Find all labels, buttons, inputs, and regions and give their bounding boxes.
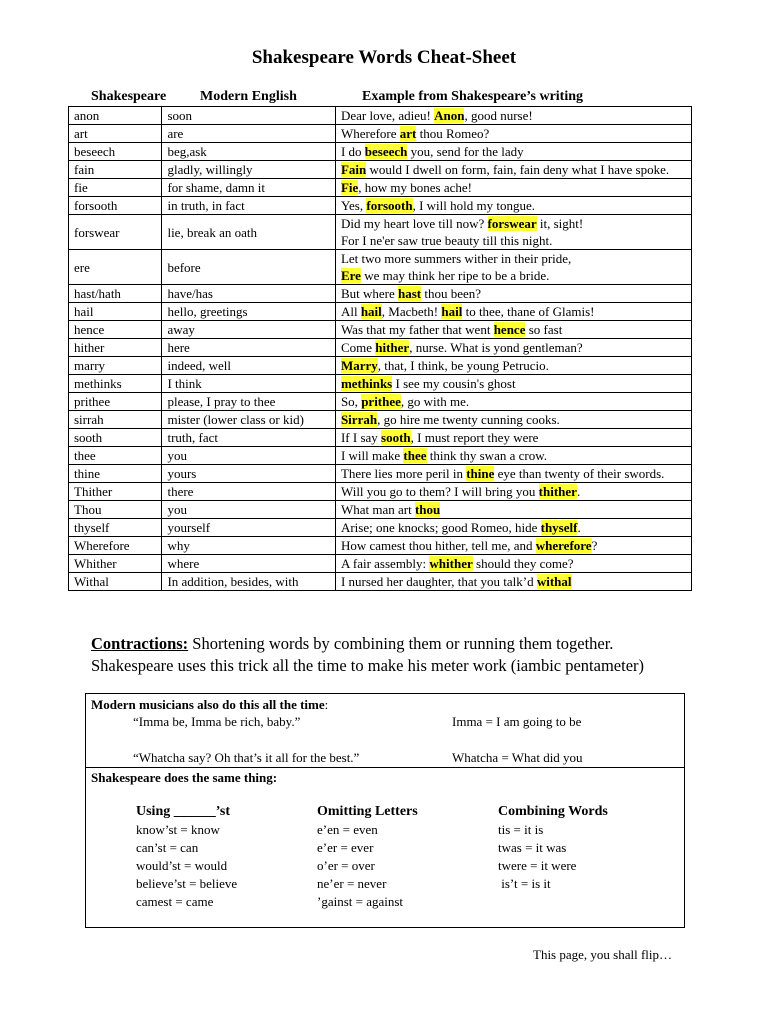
example-text: so fast <box>525 322 563 337</box>
combining-words-item: tis = it is <box>498 822 544 837</box>
modern-meaning: please, I pray to thee <box>162 393 336 411</box>
highlighted-word: Fie <box>340 180 359 195</box>
example-quote <box>335 215 691 250</box>
modern-meaning: yourself <box>162 519 336 537</box>
example-quote <box>335 447 691 465</box>
example-line <box>341 483 686 500</box>
musicians-heading: Modern musicians also do this all the time <box>91 697 325 712</box>
shakespeare-word: Wherefore <box>69 537 162 555</box>
highlighted-word: art <box>399 126 417 141</box>
example-line <box>341 375 686 392</box>
contractions-intro <box>91 633 644 677</box>
vocabulary-table <box>68 106 692 591</box>
highlighted-word: hither <box>375 340 410 355</box>
table-row <box>69 250 692 285</box>
highlighted-word: forswear <box>487 216 537 231</box>
example-text: Was that my father that went <box>340 322 494 337</box>
modern-meaning: where <box>162 555 336 573</box>
music-quote-2: “Whatcha say? Oh that’s it all for the best.” <box>133 750 360 765</box>
shakespeare-word: thee <box>69 447 162 465</box>
example-text: Did my heart love till now? <box>340 216 488 231</box>
shakespeare-word: anon <box>69 107 162 125</box>
shakespeare-word: Whither <box>69 555 162 573</box>
combining-words-item: is’t = is it <box>498 876 551 891</box>
highlighted-word: Sirrah <box>340 412 378 427</box>
example-text: Arise; one knocks; good Romeo, hide <box>340 520 541 535</box>
table-row <box>69 197 692 215</box>
table-row <box>69 375 692 393</box>
example-text: would I dwell on form, fain, fain deny what I have spoke. <box>366 162 670 177</box>
page-title: Shakespeare Words Cheat-Sheet <box>251 47 517 68</box>
highlighted-word: hence <box>493 322 526 337</box>
modern-meaning: In addition, besides, with <box>162 573 336 591</box>
example-text: What man art <box>340 502 415 517</box>
using-st-column <box>136 803 237 911</box>
example-text: eye than twenty of their swords. <box>494 466 665 481</box>
highlighted-word: thyself <box>540 520 578 535</box>
example-line <box>341 250 686 267</box>
contractions-line-1 <box>91 633 644 655</box>
example-text: How camest thou hither, tell me, and <box>340 538 536 553</box>
column-header-shakespeare: Shakespeare <box>91 89 167 104</box>
modern-meaning: in truth, in fact <box>162 197 336 215</box>
example-text: I see my cousin's ghost <box>392 376 516 391</box>
modern-meaning: before <box>162 250 336 285</box>
modern-meaning: away <box>162 321 336 339</box>
example-quote <box>335 411 691 429</box>
example-line <box>341 555 686 572</box>
highlighted-word: beseech <box>364 144 408 159</box>
example-quote <box>335 555 691 573</box>
using-st-item: camest = came <box>136 894 214 909</box>
highlighted-word: thither <box>538 484 577 499</box>
shakespeare-word: thyself <box>69 519 162 537</box>
music-quote-1: “Imma be, Imma be rich, baby.” <box>133 714 301 729</box>
table-row <box>69 411 692 429</box>
example-text: A fair assembly: <box>340 556 430 571</box>
box-divider <box>86 767 684 768</box>
highlighted-word: thee <box>403 448 427 463</box>
modern-meaning: yours <box>162 465 336 483</box>
example-text: Yes, <box>340 198 367 213</box>
table-row <box>69 285 692 303</box>
modern-meaning: mister (lower class or kid) <box>162 411 336 429</box>
footer-flip-note: This page, you shall flip… <box>533 947 673 962</box>
musicians-heading-line <box>91 697 328 713</box>
modern-meaning: have/has <box>162 285 336 303</box>
shakespeare-word: methinks <box>69 375 162 393</box>
shakespeare-word: thine <box>69 465 162 483</box>
using-st-item: can’st = can <box>136 840 199 855</box>
example-line <box>341 447 686 464</box>
example-text: For I ne'er saw true beauty till this night. <box>340 233 553 248</box>
table-row <box>69 519 692 537</box>
modern-meaning: indeed, well <box>162 357 336 375</box>
combining-words-column <box>498 803 608 893</box>
modern-meaning: for shame, damn it <box>162 179 336 197</box>
column-header-example: Example from Shakespeare’s writing <box>362 89 584 104</box>
example-quote <box>335 501 691 519</box>
table-row <box>69 303 692 321</box>
shakespeare-word: marry <box>69 357 162 375</box>
table-row <box>69 483 692 501</box>
table-row <box>69 357 692 375</box>
example-quote <box>335 143 691 161</box>
modern-meaning: soon <box>162 107 336 125</box>
highlighted-word: hail <box>360 304 382 319</box>
example-text: But where <box>340 286 398 301</box>
omitting-letters-item: e’er = ever <box>317 840 374 855</box>
modern-meaning: you <box>162 501 336 519</box>
shakespeare-word: fie <box>69 179 162 197</box>
example-text: , nurse. What is yond gentleman? <box>409 340 583 355</box>
contractions-line-2: Shakespeare uses this trick all the time to make his meter work (iambic pentameter) <box>91 656 645 675</box>
modern-meaning: why <box>162 537 336 555</box>
omitting-letters-item: e’en = even <box>317 822 378 837</box>
example-quote <box>335 125 691 143</box>
example-line <box>341 303 686 320</box>
modern-meaning: there <box>162 483 336 501</box>
shakespeare-word: art <box>69 125 162 143</box>
example-line <box>341 197 686 214</box>
highlighted-word: hail <box>441 304 463 319</box>
example-quote <box>335 429 691 447</box>
example-text: . <box>577 520 581 535</box>
highlighted-word: Marry <box>340 358 378 373</box>
table-row <box>69 393 692 411</box>
shakespeare-word: Withal <box>69 573 162 591</box>
highlighted-word: thine <box>466 466 495 481</box>
table-row <box>69 429 692 447</box>
example-quote <box>335 339 691 357</box>
shakespeare-word: fain <box>69 161 162 179</box>
highlighted-word: forsooth <box>366 198 413 213</box>
example-text: Come <box>340 340 376 355</box>
example-text: I do <box>340 144 365 159</box>
example-line <box>341 573 686 590</box>
example-text: thou been? <box>421 286 482 301</box>
example-quote <box>335 321 691 339</box>
example-text: , how my bones ache! <box>358 180 472 195</box>
table-row <box>69 465 692 483</box>
table-row <box>69 107 692 125</box>
example-line <box>341 285 686 302</box>
highlighted-word: whither <box>429 556 473 571</box>
example-quote <box>335 303 691 321</box>
example-quote <box>335 357 691 375</box>
musicians-heading-colon: : <box>324 697 329 712</box>
shakespeare-word: hail <box>69 303 162 321</box>
highlighted-word: sooth <box>381 430 411 445</box>
column-header-modern-english: Modern English <box>200 89 297 104</box>
shakespeare-word: hast/hath <box>69 285 162 303</box>
shakespeare-word: hence <box>69 321 162 339</box>
example-text: So, <box>340 394 362 409</box>
omitting-letters-item: ’gainst = against <box>317 894 404 909</box>
table-row <box>69 501 692 519</box>
contractions-heading: Contractions: <box>91 634 189 653</box>
example-line <box>341 215 686 232</box>
example-line <box>341 537 686 554</box>
highlighted-word: prithee <box>361 394 401 409</box>
table-row <box>69 321 692 339</box>
highlighted-word: hast <box>398 286 422 301</box>
example-quote <box>335 573 691 591</box>
shakespeare-word: forswear <box>69 215 162 250</box>
example-line <box>341 267 686 284</box>
using-st-item: know’st = know <box>136 822 220 837</box>
example-quote <box>335 197 691 215</box>
highlighted-word: Ere <box>340 268 361 283</box>
modern-meaning: lie, break an oath <box>162 215 336 250</box>
example-line <box>341 143 686 160</box>
example-quote <box>335 375 691 393</box>
example-line <box>341 107 686 124</box>
shakespeare-word: ere <box>69 250 162 285</box>
example-text: Dear love, adieu! <box>340 108 435 123</box>
example-text: it, sight! <box>536 216 584 231</box>
example-line <box>341 321 686 338</box>
example-line <box>341 179 686 196</box>
example-quote <box>335 483 691 501</box>
highlighted-word: withal <box>536 574 572 589</box>
music-meaning-1: Imma = I am going to be <box>452 714 582 729</box>
example-text: I will make <box>340 448 404 463</box>
modern-meaning: are <box>162 125 336 143</box>
highlighted-word: wherefore <box>535 538 592 553</box>
example-text: , Macbeth! <box>381 304 442 319</box>
example-text: All <box>340 304 361 319</box>
example-text: thou Romeo? <box>416 126 490 141</box>
example-text: think thy swan a crow. <box>426 448 547 463</box>
example-text: to thee, thane of Glamis! <box>462 304 595 319</box>
modern-meaning: I think <box>162 375 336 393</box>
contractions-examples-box <box>85 693 685 928</box>
example-quote <box>335 179 691 197</box>
example-text: Will you go to them? I will bring you <box>340 484 539 499</box>
example-line <box>341 125 686 142</box>
contractions-definition: Shortening words by combining them or running them together. <box>188 634 614 653</box>
highlighted-word: methinks <box>340 376 393 391</box>
shakespeare-word: forsooth <box>69 197 162 215</box>
example-line <box>341 393 686 410</box>
shakespeare-word: Thou <box>69 501 162 519</box>
shakespeare-word: sirrah <box>69 411 162 429</box>
table-row <box>69 215 692 250</box>
omitting-letters-column <box>317 803 418 911</box>
example-text: , good nurse! <box>464 108 533 123</box>
example-text: . <box>576 484 581 499</box>
modern-meaning: here <box>162 339 336 357</box>
example-line <box>341 161 686 178</box>
example-line <box>341 501 686 518</box>
example-quote <box>335 161 691 179</box>
modern-meaning: beg,ask <box>162 143 336 161</box>
example-text: , I must report they were <box>410 430 539 445</box>
example-quote <box>335 537 691 555</box>
example-line <box>341 465 686 482</box>
table-row <box>69 339 692 357</box>
example-quote <box>335 465 691 483</box>
table-row <box>69 573 692 591</box>
example-line <box>341 429 686 446</box>
shakespeare-word: beseech <box>69 143 162 161</box>
example-line <box>341 519 686 536</box>
table-row <box>69 143 692 161</box>
table-row <box>69 179 692 197</box>
example-text: I nursed her daughter, that you talk’d <box>340 574 537 589</box>
modern-meaning: gladly, willingly <box>162 161 336 179</box>
modern-meaning: truth, fact <box>162 429 336 447</box>
example-text: Let two more summers wither in their pride, <box>340 251 572 266</box>
shakespeare-word: hither <box>69 339 162 357</box>
using-st-item: would’st = would <box>136 858 228 873</box>
example-quote <box>335 285 691 303</box>
example-quote <box>335 107 691 125</box>
highlighted-word: thou <box>414 502 441 517</box>
modern-meaning: you <box>162 447 336 465</box>
example-line <box>341 357 686 374</box>
example-text: you, send for the lady <box>407 144 524 159</box>
combining-words-item: twere = it were <box>498 858 577 873</box>
example-text: Wherefore <box>340 126 400 141</box>
example-line <box>341 232 686 249</box>
shakespeare-heading: Shakespeare does the same thing: <box>91 770 278 785</box>
table-row <box>69 161 692 179</box>
example-text: should they come? <box>472 556 574 571</box>
example-line <box>341 339 686 356</box>
table-row <box>69 537 692 555</box>
example-text: we may think her ripe to be a bride. <box>360 268 550 283</box>
highlighted-word: Fain <box>340 162 367 177</box>
table-row <box>69 555 692 573</box>
example-line <box>341 411 686 428</box>
example-text: There lies more peril in <box>340 466 467 481</box>
example-text: , that, I think, be young Petrucio. <box>377 358 549 373</box>
example-text: , go with me. <box>400 394 470 409</box>
omitting-letters-heading: Omitting Letters <box>317 804 418 819</box>
table-row <box>69 125 692 143</box>
example-text: If I say <box>340 430 382 445</box>
music-meaning-2: Whatcha = What did you <box>452 750 583 765</box>
highlighted-word: Anon <box>434 108 465 123</box>
combining-words-heading: Combining Words <box>498 804 608 819</box>
example-quote <box>335 519 691 537</box>
example-quote <box>335 250 691 285</box>
example-text: , I will hold my tongue. <box>412 198 536 213</box>
modern-meaning: hello, greetings <box>162 303 336 321</box>
using-st-heading: Using ______’st <box>136 804 230 819</box>
omitting-letters-item: o’er = over <box>317 858 375 873</box>
table-row <box>69 447 692 465</box>
example-quote <box>335 393 691 411</box>
example-text: ? <box>591 538 598 553</box>
example-text: , go hire me twenty cunning cooks. <box>377 412 560 427</box>
shakespeare-word: Thither <box>69 483 162 501</box>
omitting-letters-item: ne’er = never <box>317 876 387 891</box>
shakespeare-word: prithee <box>69 393 162 411</box>
using-st-item: believe’st = believe <box>136 876 238 891</box>
combining-words-item: twas = it was <box>498 840 567 855</box>
shakespeare-word: sooth <box>69 429 162 447</box>
